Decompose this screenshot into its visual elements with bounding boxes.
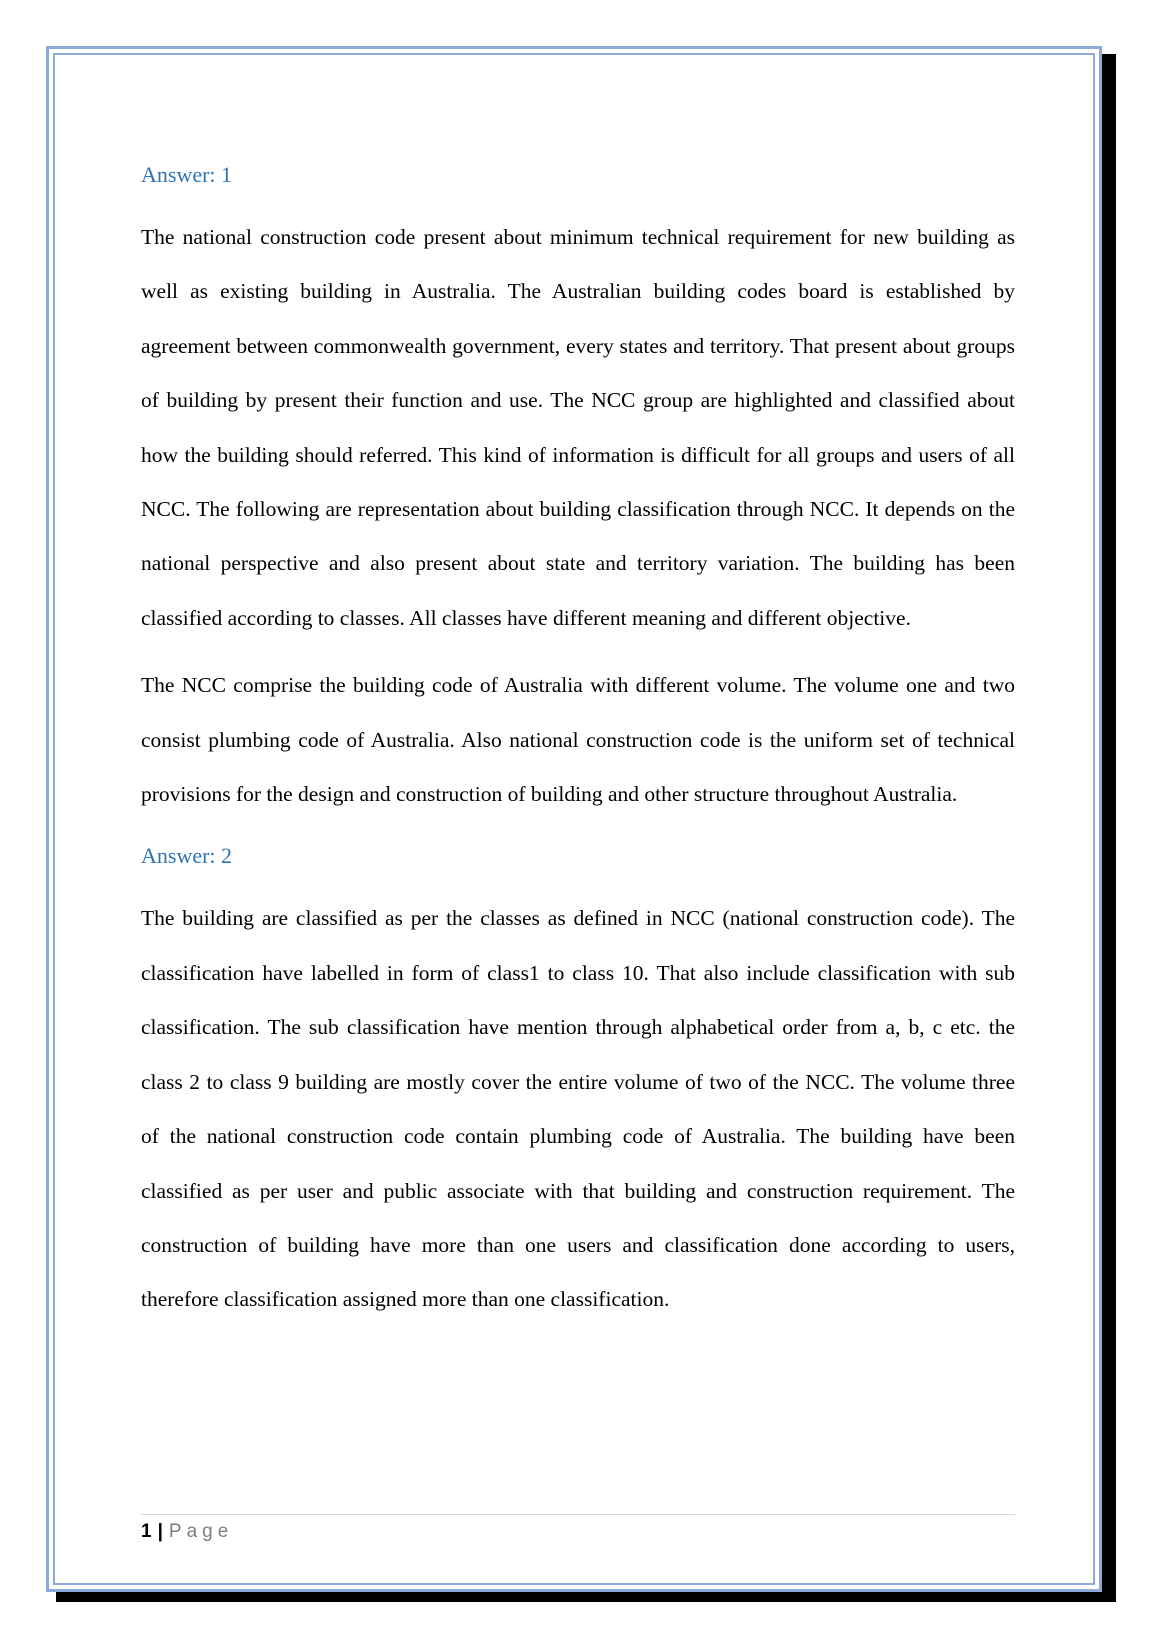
section-heading-answer-2: Answer: 2 (141, 843, 233, 869)
document-body (141, 160, 1015, 1340)
page-label: Page (168, 1521, 234, 1542)
paragraph: The NCC comprise the building code of Australia with different volume. The volume one and two consist plumbing code of Australia. Also national construction code is the uniform set of technical provisions for the design and construction of building and other structure throughout Australia. (141, 673, 1015, 807)
paragraph: The building are classified as per the classes as defined in NCC (national construction code). The classification have labelled in form of class1 to class 10. That also include classification with sub classification. The sub classification have mention through alphabetical order from a, b, c etc. the class 2 to class 9 building are mostly cover the entire volume of two of the NCC. The volume three of the national construction code contain plumbing code of Australia. The building have been classified as per user and public associate with that building and construction requirement. The construction of building have more than one users and classification done according to users, therefore classification assigned more than one classification. (141, 906, 1015, 1312)
page-number: 1 (141, 1521, 152, 1542)
paragraph: The national construction code present about minimum technical requirement for new building as well as existing building in Australia. The Australian building codes board is established by agreement between commonwealth government, every states and territory. That present about groups of building by present their function and use. The NCC group are highlighted and classified about how the building should referred. This kind of information is difficult for all groups and users of all NCC. The following are representation about building classification through NCC. It depends on the national perspective and also present about state and territory variation. The building has been classified according to classes. All classes have different meaning and different objective. (141, 225, 1015, 630)
footer-separator: | (157, 1521, 163, 1542)
section-heading-answer-1: Answer: 1 (141, 162, 233, 187)
page-footer (141, 1514, 1015, 1545)
